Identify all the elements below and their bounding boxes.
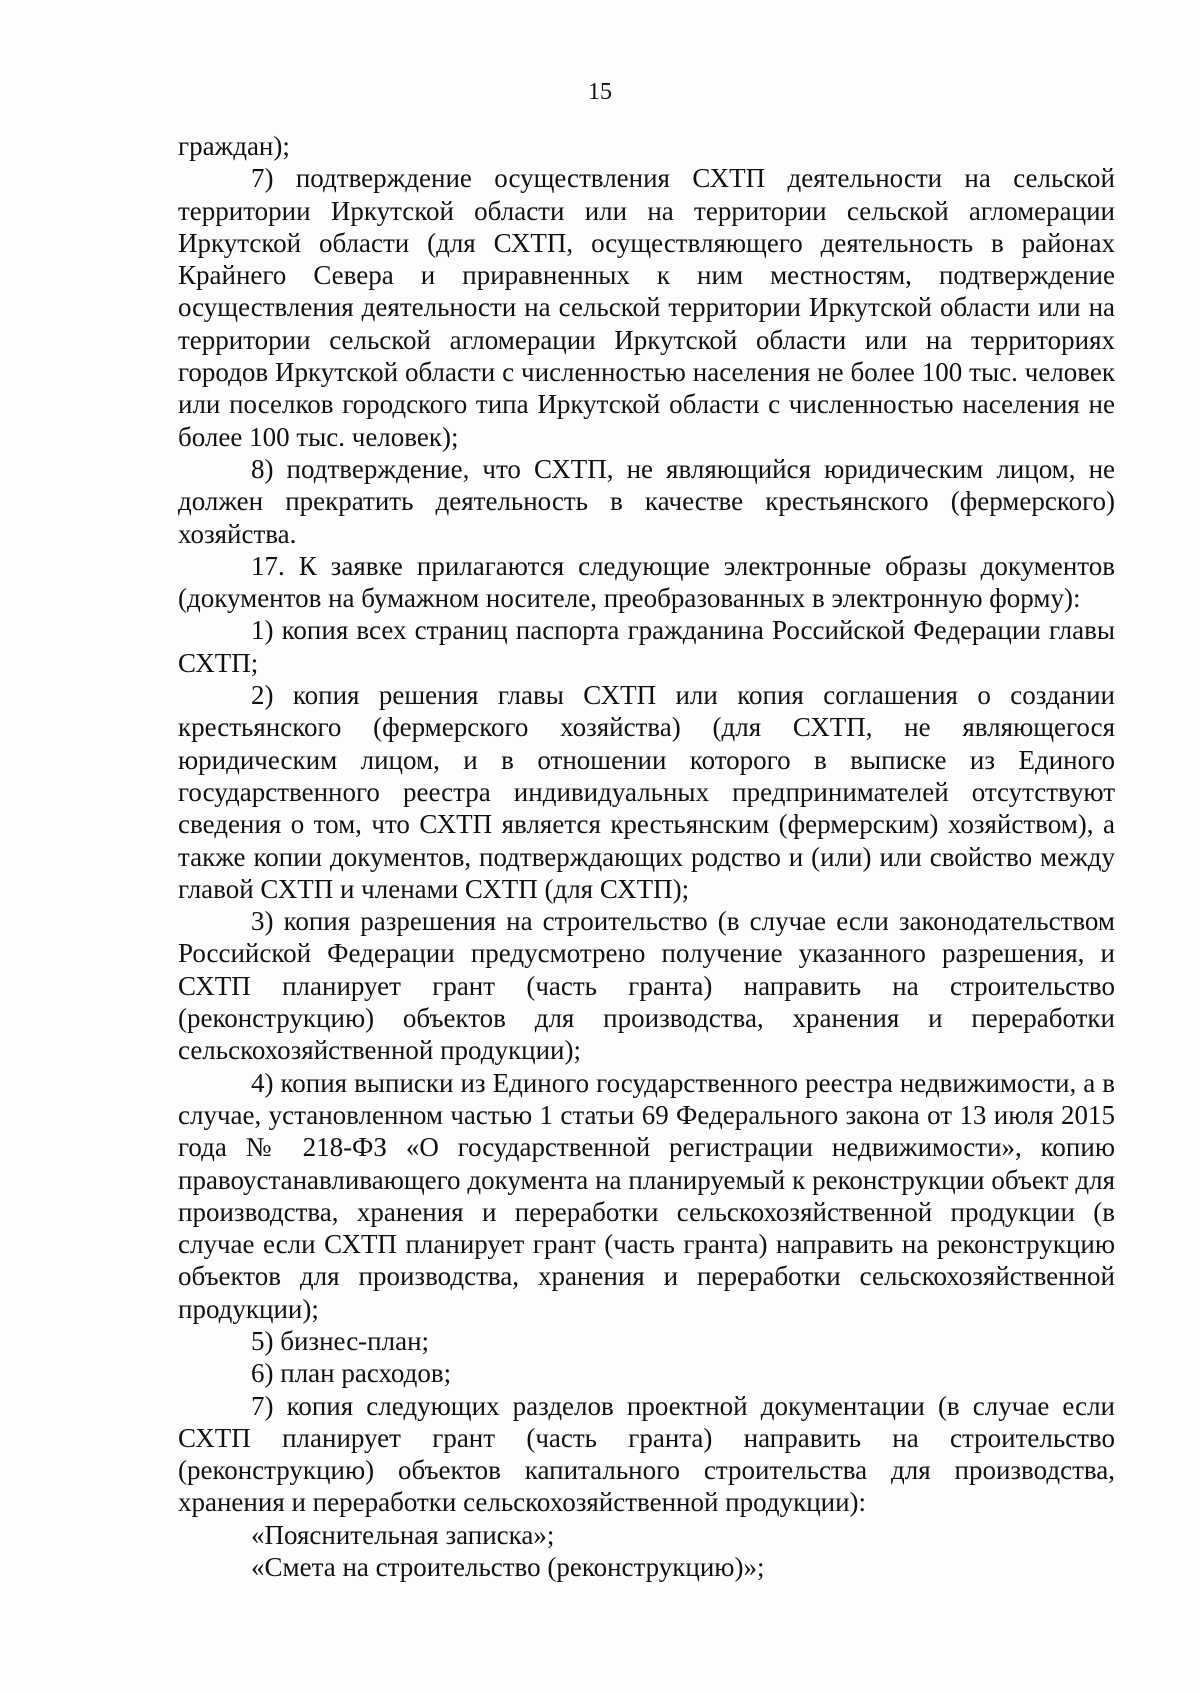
paragraph-11: 7) копия следующих разделов проектной документации (в случае если СХТП планирует грант (часть гранта) направить на строительство (реконструкцию) объектов капитального строительства для производства, хранения и переработки сельскохозяйственной продукции):	[178, 1390, 1115, 1518]
paragraph-5: 1) копия всех страниц паспорта гражданина Российской Федерации главы СХТП;	[178, 615, 1115, 678]
paragraph-8: 4) копия выписки из Единого государственного реестра недвижимости, а в случае, установленном частью 1 статьи 69 Федерального закона от 13 июля 2015 года № 218-ФЗ «О государственной регистрации недвижимости», копию правоустанавливающего документа на планируемый к реконструкции объект для производства, хранения и переработки сельскохозяйственной продукции (в случае если СХТП планирует грант (часть гранта) направить на реконструкцию объектов для производства, хранения и переработки сельскохозяйственной продукции);	[178, 1067, 1115, 1324]
paragraph-10: 6) план расходов;	[251, 1358, 452, 1389]
paragraph-9: 5) бизнес-план;	[251, 1325, 430, 1356]
page-number: 15	[588, 79, 612, 105]
paragraph-12: «Пояснительная записка»;	[251, 1519, 555, 1550]
paragraph-3: 8) подтверждение, что СХТП, не являющийся юридическим лицом, не должен прекратить деятельность в качестве крестьянского (фермерского) хозяйства.	[178, 453, 1115, 549]
paragraph-2: 7) подтверждение осуществления СХТП деятельности на сельской территории Иркутской области или на территории сельской агломерации Иркутской области (для СХТП, осуществляющего деятельность в районах Крайнего Севера и приравненных к ним местностям, подтверждение осуществления деятельности на сельской территории Иркутской области или на территории сельской агломерации Иркутской области или на территориях городов Иркутской области с численностью населения не более 100 тыс. человек или поселков городского типа Иркутской области с численностью населения не более 100 тыс. человек);	[178, 163, 1115, 452]
paragraph-4: 17. К заявке прилагаются следующие электронные образы документов (документов на бумажном носителе, преобразованных в электронную форму):	[178, 550, 1115, 614]
paragraph-1: граждан);	[178, 131, 290, 161]
paragraph-7: 3) копия разрешения на строительство (в случае если законодательством Российской Федерации предусмотрено получение указанного разрешения, и СХТП планирует грант (часть гранта) направить на строительство (реконструкцию) объектов для производства, хранения и переработки сельскохозяйственной продукции);	[178, 906, 1115, 1066]
document-body	[178, 130, 1115, 1583]
paragraph-6: 2) копия решения главы СХТП или копия соглашения о создании крестьянского (фермерского хозяйства) (для СХТП, не являющегося юридическим лицом, и в отношении которого в выписке из Единого государственного реестра индивидуальных предпринимателей отсутствуют сведения о том, что СХТП является крестьянским (фермерским) хозяйством), а также копии документов, подтверждающих родство и (или) или свойство между главой СХТП и членами СХТП (для СХТП);	[178, 680, 1115, 904]
paragraph-13: «Смета на строительство (реконструкцию)»;	[251, 1552, 765, 1583]
